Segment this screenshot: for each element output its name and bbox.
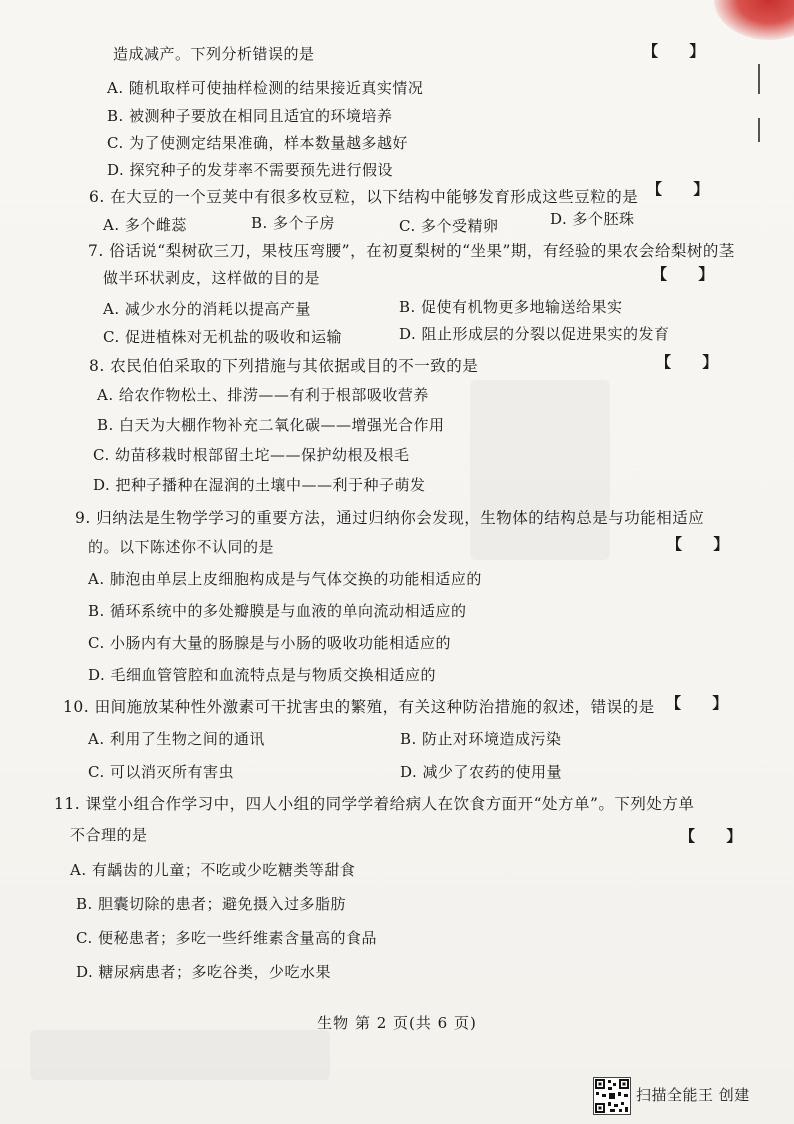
text-line-q9-b: B. 循环系统中的多处瓣膜是与血液的单向流动相适应的 (88, 602, 467, 620)
page-corner-shadow (714, 0, 794, 40)
qr-code-graphic (594, 1078, 630, 1114)
scanner-watermark: 扫描全能王 创建 (636, 1086, 750, 1104)
answer-bracket-q10-bracket[interactable]: 【 】 (666, 694, 728, 712)
text-line-q8-stem: 8. 农民伯伯采取的下列措施与其依据或目的不一致的是 (89, 357, 479, 375)
text-line-q8-c: C. 幼苗移栽时根部留土坨——保护幼根及根毛 (93, 446, 410, 464)
text-line-q8-d: D. 把种子播种在湿润的土壤中——利于种子萌发 (93, 476, 426, 494)
text-line-q10-c: C. 可以消灭所有害虫 (88, 763, 234, 781)
text-line-q7-b: B. 促使有机物更多地输送给果实 (399, 298, 623, 316)
answer-bracket-q5-bracket[interactable]: 【 】 (643, 42, 705, 60)
text-line-q5-b: B. 被测种子要放在相同且适宜的环境培养 (107, 107, 393, 125)
answer-bracket-q11-bracket[interactable]: 【 】 (680, 827, 742, 845)
page-edge-mark (758, 118, 760, 142)
text-line-q5-stem-end: 造成减产。下列分析错误的是 (113, 45, 315, 63)
text-line-q9-d: D. 毛细血管管腔和血流特点是与物质交换相适应的 (88, 666, 437, 684)
paper-smudge (30, 1030, 330, 1080)
text-line-q10-b: B. 防止对环境造成污染 (400, 730, 562, 748)
text-line-q9-c: C. 小肠内有大量的肠腺是与小肠的吸收功能相适应的 (88, 634, 451, 652)
answer-bracket-q9-bracket[interactable]: 【 】 (667, 535, 729, 553)
text-line-q6-b: B. 多个子房 (251, 214, 336, 232)
text-line-q7-stem-1: 7. 俗话说“梨树砍三刀，果枝压弯腰”，在初夏梨树的“坐果”期，有经验的果农会给梨树的茎 (88, 242, 735, 260)
text-line-q5-d: D. 探究种子的发芽率不需要预先进行假设 (107, 161, 394, 179)
text-line-q9-a: A. 肺泡由单层上皮细胞构成是与气体交换的功能相适应的 (88, 570, 482, 588)
text-line-q6-d: D. 多个胚珠 (550, 210, 635, 228)
paper-smudge (470, 380, 610, 560)
page-edge-mark (758, 64, 760, 94)
text-line-q10-stem: 10. 田间施放某种性外激素可干扰害虫的繁殖，有关这种防治措施的叙述，错误的是 (63, 698, 655, 716)
text-line-q9-stem-1: 9. 归纳法是生物学学习的重要方法，通过归纳你会发现，生物体的结构总是与功能相适应 (75, 509, 705, 527)
page-footer: 生物 第 2 页(共 6 页) (317, 1014, 477, 1032)
text-line-q6-c: C. 多个受精卵 (399, 217, 499, 235)
text-line-q11-a: A. 有龋齿的儿童；不吃或少吃糖类等甜食 (70, 861, 356, 879)
text-line-q10-d: D. 减少了农药的使用量 (400, 763, 563, 781)
text-line-q6-a: A. 多个雌蕊 (103, 216, 187, 234)
text-line-q7-c: C. 促进植株对无机盐的吸收和运输 (103, 328, 342, 346)
text-line-q9-stem-2: 的。以下陈述你不认同的是 (88, 538, 275, 556)
text-line-q7-stem-2: 做半环状剥皮，这样做的目的是 (103, 269, 321, 287)
answer-bracket-q7-bracket[interactable]: 【 】 (652, 265, 714, 283)
answer-bracket-q6-bracket[interactable]: 【 】 (647, 180, 709, 198)
text-line-q8-a: A. 给农作物松土、排涝——有利于根部吸收营养 (97, 386, 429, 404)
text-line-q7-d: D. 阻止形成层的分裂以促进果实的发育 (399, 325, 670, 343)
text-line-q10-a: A. 利用了生物之间的通讯 (88, 730, 265, 748)
text-line-q11-b: B. 胆囊切除的患者；避免摄入过多脂肪 (76, 895, 347, 913)
text-line-q11-stem-1: 11. 课堂小组合作学习中，四人小组的同学学着给病人在饮食方面开“处方单”。下列处方单 (54, 795, 695, 813)
text-line-q11-stem-2: 不合理的是 (70, 826, 148, 844)
text-line-q5-a: A. 随机取样可使抽样检测的结果接近真实情况 (107, 79, 424, 97)
answer-bracket-q8-bracket[interactable]: 【 】 (656, 353, 718, 371)
qr-code-icon (594, 1078, 630, 1114)
text-line-q5-c: C. 为了使测定结果准确，样本数量越多越好 (107, 134, 408, 152)
text-line-q7-a: A. 减少水分的消耗以提高产量 (103, 300, 311, 318)
text-line-q11-c: C. 便秘患者；多吃一些纤维素含量高的食品 (76, 929, 377, 947)
text-line-q11-d: D. 糖尿病患者；多吃谷类，少吃水果 (76, 963, 332, 981)
text-line-q8-b: B. 白天为大棚作物补充二氧化碳——增强光合作用 (97, 416, 445, 434)
text-line-q6-stem: 6. 在大豆的一个豆荚中有很多枚豆粒，以下结构中能够发育形成这些豆粒的是 (89, 188, 639, 206)
